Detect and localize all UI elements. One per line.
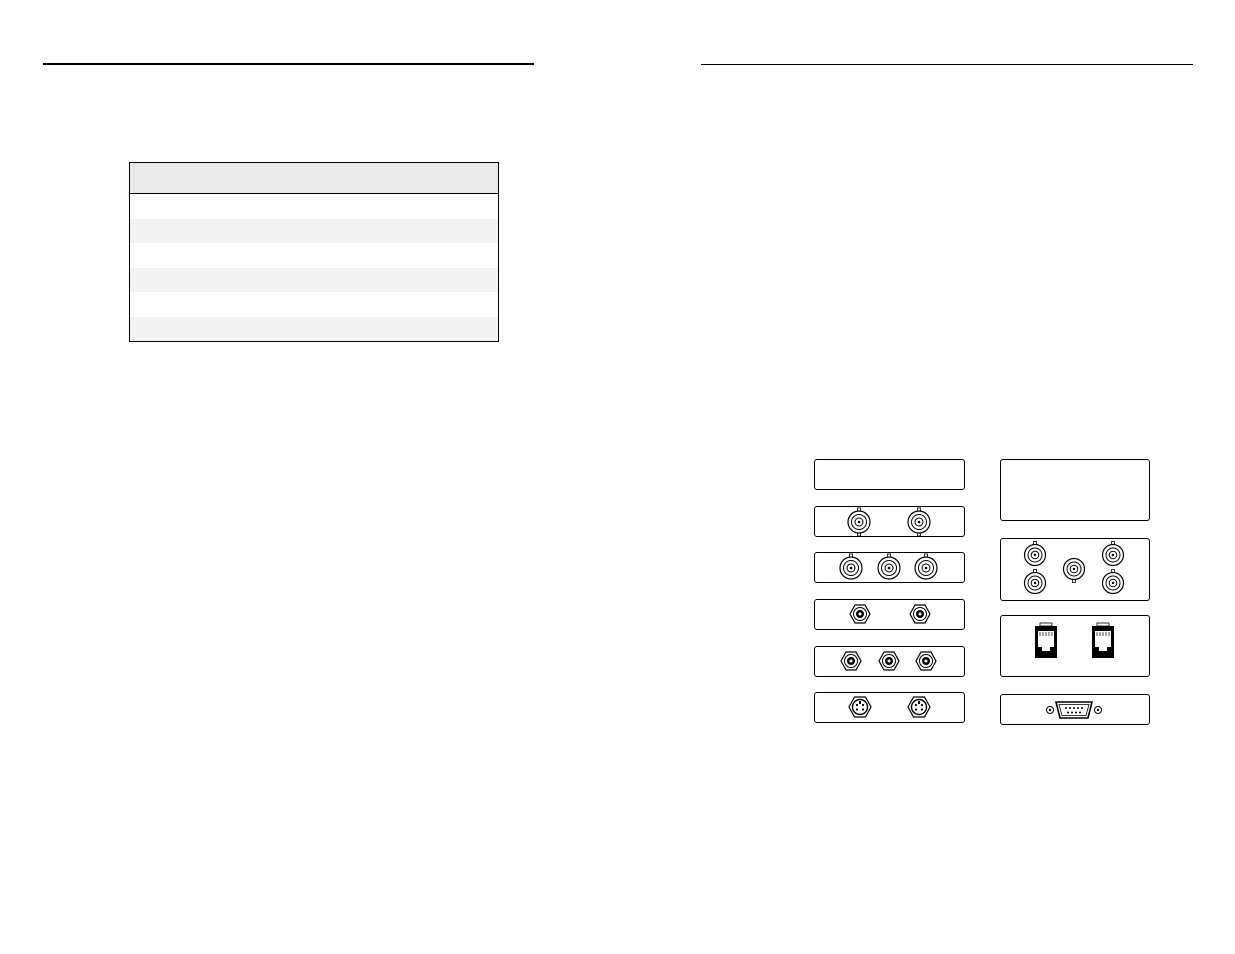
bnc-plate-3 <box>814 552 965 583</box>
header-rule-left <box>43 63 534 65</box>
rca-plate-2 <box>814 599 965 630</box>
bnc-connector-icon <box>840 554 862 579</box>
db9-plate <box>1000 694 1150 725</box>
header-rule-right <box>701 64 1193 65</box>
rca-connector-icon <box>916 652 936 670</box>
rca-connector-icon <box>879 652 899 670</box>
table-row <box>130 292 498 317</box>
table-header <box>130 163 498 194</box>
bnc-connector-icon <box>1103 570 1124 594</box>
table-row <box>130 194 498 219</box>
table-row <box>130 243 498 268</box>
rj45-jack-icon <box>1092 623 1114 658</box>
rca-plate-3 <box>814 646 965 677</box>
db9-connector-icon <box>1047 702 1102 718</box>
bnc-connector-icon <box>1025 570 1046 594</box>
bnc-connector-icon <box>1025 542 1046 566</box>
s-video-connector-icon <box>849 697 871 717</box>
rca-connector-icon <box>850 605 870 623</box>
table-row <box>130 268 498 293</box>
s-video-connector-icon <box>908 697 930 717</box>
rj45-plate-2 <box>1000 615 1150 677</box>
bnc-connector-icon <box>1064 559 1085 583</box>
spec-table <box>129 162 499 342</box>
bnc-connector-icon <box>1103 542 1124 566</box>
bnc-connector-icon <box>878 554 900 579</box>
bnc-connector-icon <box>848 508 870 536</box>
s-video-plate-2 <box>814 692 965 723</box>
blank-plate <box>1000 459 1150 521</box>
bnc-connector-icon <box>915 554 937 579</box>
rj45-jack-icon <box>1035 623 1057 658</box>
bnc-connector-icon <box>908 508 930 536</box>
rca-connector-icon <box>910 605 930 623</box>
table-row <box>130 317 498 342</box>
blank-plate <box>814 459 965 490</box>
bnc-plate-5 <box>1000 538 1150 601</box>
table-row <box>130 219 498 244</box>
bnc-plate-2 <box>814 506 965 537</box>
rca-connector-icon <box>841 652 861 670</box>
